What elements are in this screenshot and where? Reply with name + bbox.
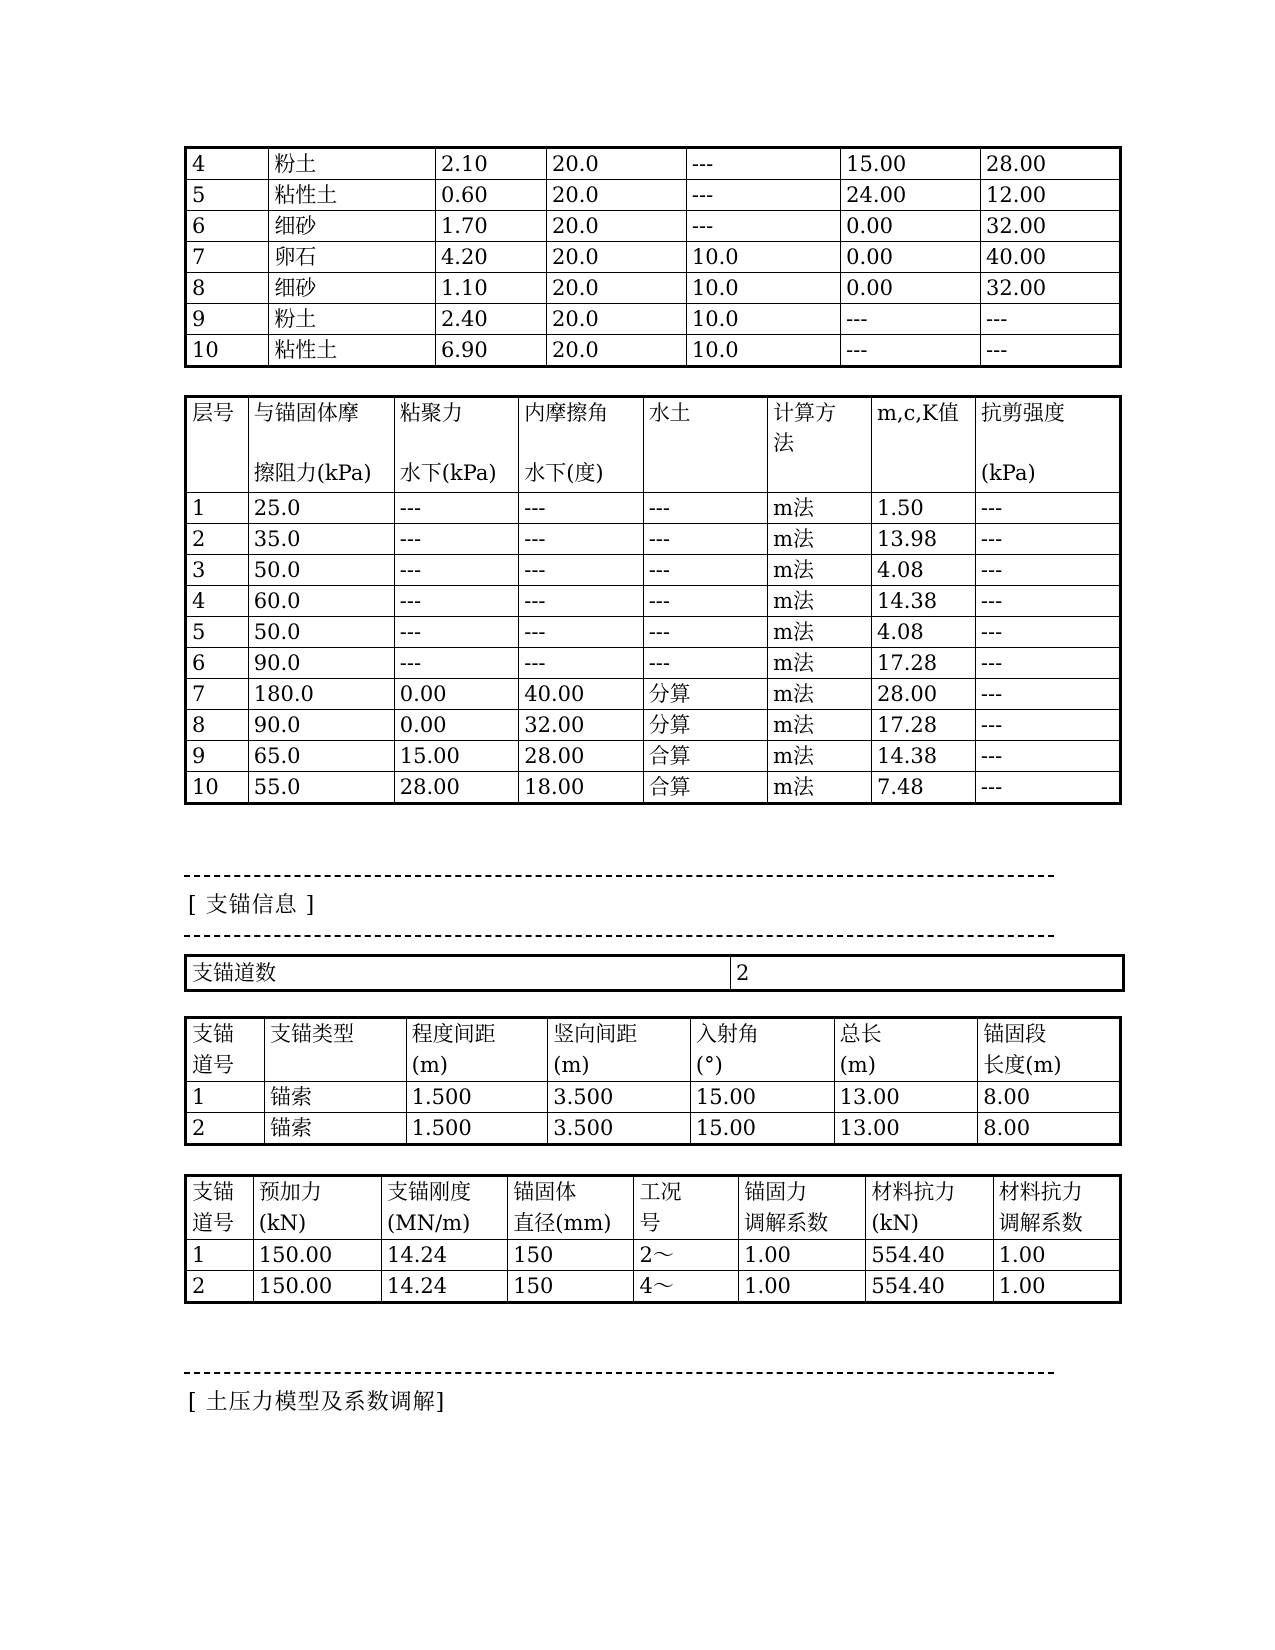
header-line [877,428,970,458]
table-cell: 1.00 [739,1240,866,1271]
table-cell: 150.00 [253,1240,381,1271]
table-row [186,772,1121,804]
table-cell: --- [643,648,767,679]
header-cell [382,1176,508,1240]
table-cell: 5 [186,180,269,211]
table-cell: 90.0 [248,648,394,679]
anchor-geometry-table [184,1016,1122,1146]
table-cell: 锚索 [265,1113,407,1145]
anchor-force-table-body [186,1240,1121,1303]
table-cell: 4.20 [435,242,546,273]
table-cell: 1.00 [993,1240,1120,1271]
table-row [186,956,1124,991]
header-line: 支锚刚度 [387,1180,472,1204]
table-row [186,1240,1121,1271]
header-line: 锚固力 [744,1180,808,1204]
header-line: 预加力 [258,1180,322,1204]
anchor-geometry-table-header [186,1018,1121,1082]
table-cell: 1.500 [406,1113,548,1145]
table-cell: 4～ [634,1271,739,1303]
table-cell: 2 [186,1113,265,1145]
table-cell: --- [519,617,643,648]
header-line: 粘聚力 [399,401,463,425]
header-cell [768,397,872,493]
table-cell: 14.38 [872,741,976,772]
table-cell: 0.00 [841,273,981,304]
header-line: 工况 [639,1180,682,1204]
table-cell: 50.0 [248,617,394,648]
header-line: 号 [639,1211,661,1235]
header-line: 入射角 [695,1022,759,1046]
header-cell [739,1176,866,1240]
header-line [649,458,762,488]
header-line: 调解系数 [744,1211,829,1235]
header-line [270,1050,401,1080]
header-line: 程度间距 [411,1022,496,1046]
header-line: 道号 [192,1053,234,1077]
table-cell: 65.0 [248,741,394,772]
table-cell: 28.00 [981,148,1121,180]
header-line: (MN/m) [387,1211,471,1235]
table-row [186,148,1121,180]
table-cell: 合算 [643,741,767,772]
header-cell [634,1176,739,1240]
header-line: 法 [773,431,795,455]
table-cell: --- [975,586,1120,617]
table-cell: 3.500 [548,1113,691,1145]
table-cell: 40.00 [981,242,1121,273]
table-cell: 4 [186,586,249,617]
table-cell: --- [394,648,518,679]
section-title-earth-pressure: [ 土压力模型及系数调解] [188,1390,446,1415]
table-cell: 1.500 [406,1082,548,1113]
table-cell: --- [686,211,840,242]
table-cell: 2.40 [435,304,546,335]
table-cell: 粉土 [269,304,436,335]
table-cell: 5 [186,617,249,648]
table-cell: 17.28 [872,648,976,679]
table-cell: 1 [186,1240,254,1271]
header-cell [872,397,976,493]
table-cell: 14.24 [382,1271,508,1303]
table-cell: 6.90 [435,335,546,367]
table-cell: 13.98 [872,524,976,555]
anchor-count-label: 支锚道数 [186,956,731,991]
table-cell: 分算 [643,679,767,710]
table-row [186,335,1121,367]
table-cell: 细砂 [269,273,436,304]
table-row [186,211,1121,242]
table-cell: 粉土 [269,148,436,180]
soil-parameter-table [184,395,1122,805]
table-cell: 10 [186,772,249,804]
table-cell: 7 [186,679,249,710]
table-row [186,180,1121,211]
table-cell: 7 [186,242,269,273]
header-line: (m) [553,1053,590,1077]
header-line [192,458,243,488]
header-line: (kN) [871,1211,919,1235]
table-cell: --- [643,524,767,555]
table-cell: --- [519,586,643,617]
table-cell: 合算 [643,772,767,804]
table-cell: --- [975,617,1120,648]
table-cell: 10 [186,335,269,367]
header-line: 水土 [648,401,691,425]
table-cell: 13.00 [834,1082,978,1113]
header-line: 道号 [192,1211,234,1235]
table-cell: 0.00 [394,679,518,710]
table-cell: 1.00 [739,1271,866,1303]
table-cell: --- [686,148,840,180]
table-cell: --- [394,493,518,524]
table-cell: 2～ [634,1240,739,1271]
header-cell [519,397,643,493]
table-cell: 锚索 [265,1082,407,1113]
table-row [186,648,1121,679]
table-cell: 20.0 [547,273,687,304]
table-cell: 2 [186,524,249,555]
header-line [524,428,637,458]
table-cell: 0.00 [841,242,981,273]
header-cell [548,1018,691,1082]
table-cell: m法 [768,679,872,710]
table-cell: --- [643,617,767,648]
header-line: 直径(mm) [513,1211,612,1235]
table-cell: 17.28 [872,710,976,741]
table-cell: 1.50 [872,493,976,524]
table-cell: 50.0 [248,555,394,586]
soil-layer-table-continued [184,146,1122,368]
table-cell: 20.0 [547,180,687,211]
table-cell: --- [394,586,518,617]
table-cell: --- [975,493,1120,524]
header-cell [975,397,1120,493]
header-line: 擦阻力(kPa) [253,461,372,485]
table-cell: 150 [508,1271,634,1303]
table-cell: --- [643,493,767,524]
table-row [186,710,1121,741]
header-cell [186,1018,265,1082]
table-cell: 10.0 [686,335,840,367]
dashed-divider [184,875,1054,877]
table-cell: --- [394,555,518,586]
dashed-divider [184,935,1054,937]
table-cell: 90.0 [248,710,394,741]
table-cell: 4 [186,148,269,180]
header-line [400,428,513,458]
table-row [186,1113,1121,1145]
table-row [186,304,1121,335]
table-cell: --- [975,772,1120,804]
anchor-geometry-table-body [186,1082,1121,1145]
table-cell: 150.00 [253,1271,381,1303]
table-cell: 4.08 [872,617,976,648]
table-cell: 8 [186,710,249,741]
table-cell: --- [519,648,643,679]
header-line: 锚固体 [513,1180,577,1204]
table-cell: 20.0 [547,304,687,335]
anchor-force-table-header [186,1176,1121,1240]
table-cell: 卵石 [269,242,436,273]
table-cell: --- [975,555,1120,586]
table-cell: 7.48 [872,772,976,804]
table-row [186,679,1121,710]
header-line: 计算方 [773,401,837,425]
table-cell: 14.24 [382,1240,508,1271]
table-cell: 3.500 [548,1082,691,1113]
table-cell: 20.0 [547,242,687,273]
header-line: (°) [695,1053,723,1077]
header-line: 水下(kPa) [399,461,497,485]
header-line: (kPa) [980,461,1036,485]
table-cell: m法 [768,524,872,555]
header-line [773,458,866,488]
table-row [186,617,1121,648]
table-cell: 20.0 [547,335,687,367]
table-cell: m法 [768,493,872,524]
table-cell: 60.0 [248,586,394,617]
header-cell [253,1176,381,1240]
table-row [186,1271,1121,1303]
table-cell: 8.00 [978,1082,1121,1113]
table-cell: m法 [768,772,872,804]
header-cell [978,1018,1121,1082]
table-cell: 0.60 [435,180,546,211]
table-cell: 15.00 [690,1082,834,1113]
header-cell [186,397,249,493]
header-line [192,428,243,458]
table-cell: 554.40 [866,1271,993,1303]
header-cell [248,397,394,493]
table-cell: --- [975,524,1120,555]
table-cell: --- [975,741,1120,772]
soil-parameter-table-body [186,493,1121,804]
table-cell: 0.00 [394,710,518,741]
table-cell: 1 [186,493,249,524]
table-cell: 32.00 [519,710,643,741]
table-cell: 28.00 [519,741,643,772]
header-line: 长度(m) [983,1053,1062,1077]
table-row [186,586,1121,617]
table-cell: 10.0 [686,242,840,273]
header-cell [866,1176,993,1240]
table-cell: --- [519,555,643,586]
header-cell [993,1176,1120,1240]
table-cell: 18.00 [519,772,643,804]
table-cell: 1.00 [993,1271,1120,1303]
table-cell: --- [394,524,518,555]
header-cell [834,1018,978,1082]
table-cell: 4.08 [872,555,976,586]
table-cell: 10.0 [686,273,840,304]
table-cell: --- [975,710,1120,741]
table-header-row [186,1018,1121,1082]
header-cell [186,1176,254,1240]
table-cell: 0.00 [841,211,981,242]
table-cell: --- [841,335,981,367]
section-title-anchor-info: [ 支锚信息 ] [188,893,316,918]
table-cell: 15.00 [841,148,981,180]
header-cell [508,1176,634,1240]
table-row [186,242,1121,273]
header-line: 支锚类型 [270,1022,355,1046]
table-cell: 3 [186,555,249,586]
table-cell: 150 [508,1240,634,1271]
header-line: 支锚 [192,1180,234,1204]
table-cell: m法 [768,617,872,648]
table-cell: 6 [186,211,269,242]
table-cell: m法 [768,648,872,679]
table-cell: 180.0 [248,679,394,710]
table-cell: m法 [768,710,872,741]
table-cell: 9 [186,741,249,772]
header-line: 抗剪强度 [980,401,1065,425]
header-cell [643,397,767,493]
header-line: 层号 [192,401,234,425]
table-header-row [186,397,1121,493]
table-cell: --- [975,679,1120,710]
table-cell: 25.0 [248,493,394,524]
header-line: 材料抗力 [871,1180,956,1204]
table-cell: 20.0 [547,148,687,180]
table-cell: 13.00 [834,1113,978,1145]
table-cell: 10.0 [686,304,840,335]
table-cell: 12.00 [981,180,1121,211]
header-line: 竖向间距 [553,1022,638,1046]
header-line [981,428,1114,458]
table-cell: 粘性土 [269,335,436,367]
table-cell: 554.40 [866,1240,993,1271]
table-cell: 1.10 [435,273,546,304]
table-row [186,555,1121,586]
table-cell: --- [981,304,1121,335]
header-line: 水下(度) [524,461,604,485]
table-cell: 28.00 [872,679,976,710]
header-line: 调解系数 [998,1211,1083,1235]
header-line: m,c,K值 [877,401,959,425]
table-cell: --- [643,586,767,617]
table-row [186,273,1121,304]
header-cell [690,1018,834,1082]
header-line: (m) [839,1053,876,1077]
header-line: 锚固段 [983,1022,1047,1046]
table-row [186,493,1121,524]
table-header-row [186,1176,1121,1240]
table-cell: 粘性土 [269,180,436,211]
header-line: 总长 [839,1022,882,1046]
table-cell: 14.38 [872,586,976,617]
table-cell: 35.0 [248,524,394,555]
table-cell: 6 [186,648,249,679]
table-cell: --- [394,617,518,648]
table-cell: m法 [768,586,872,617]
table-cell: m法 [768,555,872,586]
table-cell: 32.00 [981,211,1121,242]
table-row [186,1082,1121,1113]
table-cell: 1 [186,1082,265,1113]
header-cell [394,397,518,493]
anchor-count-table [184,954,1125,992]
anchor-count-value: 2 [731,956,1124,991]
header-line [877,458,970,488]
table-cell: 8 [186,273,269,304]
soil-parameter-table-header [186,397,1121,493]
table-cell: m法 [768,741,872,772]
table-cell: --- [519,524,643,555]
table-cell: 2 [186,1271,254,1303]
table-cell: 15.00 [394,741,518,772]
table-cell: 32.00 [981,273,1121,304]
table-cell: --- [686,180,840,211]
header-line: 与锚固体摩 [253,401,359,425]
header-line: (m) [411,1053,448,1077]
soil-layer-table-body [186,148,1121,367]
header-line: 支锚 [192,1022,234,1046]
table-cell: 9 [186,304,269,335]
header-line [649,428,762,458]
table-cell: --- [643,555,767,586]
header-line: 材料抗力 [998,1180,1083,1204]
header-cell [265,1018,407,1082]
table-cell: 24.00 [841,180,981,211]
table-cell: 40.00 [519,679,643,710]
table-row [186,741,1121,772]
table-cell: 15.00 [690,1113,834,1145]
header-cell [406,1018,548,1082]
header-line: 内摩擦角 [524,401,609,425]
anchor-force-table [184,1174,1122,1304]
table-cell: 55.0 [248,772,394,804]
dashed-divider [184,1372,1054,1374]
table-row [186,524,1121,555]
table-cell: --- [975,648,1120,679]
table-cell: 1.70 [435,211,546,242]
header-line: (kN) [258,1211,307,1235]
table-cell: --- [981,335,1121,367]
table-cell: 8.00 [978,1113,1121,1145]
table-cell: 20.0 [547,211,687,242]
table-cell: 细砂 [269,211,436,242]
header-line [254,428,389,458]
table-cell: 分算 [643,710,767,741]
table-cell: 28.00 [394,772,518,804]
table-cell: --- [841,304,981,335]
table-cell: --- [519,493,643,524]
table-cell: 2.10 [435,148,546,180]
